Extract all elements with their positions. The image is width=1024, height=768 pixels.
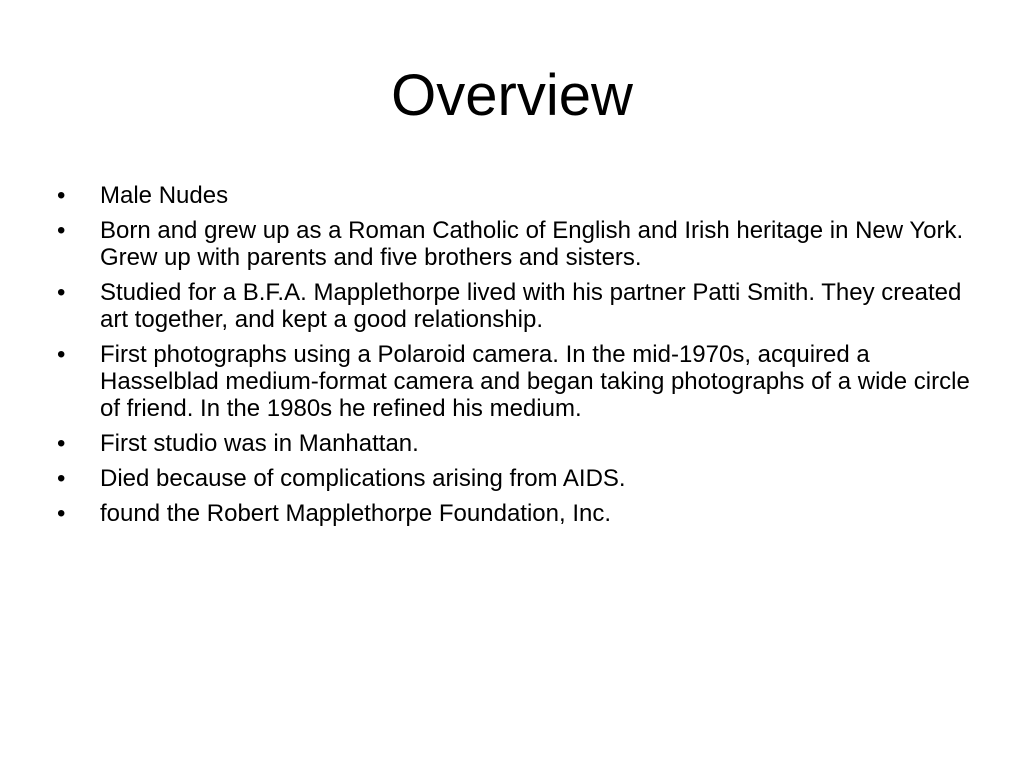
bullet-text: Studied for a B.F.A. Mapplethorpe lived with his partner Patti Smith. They created art together, and kept a good relationship. xyxy=(100,279,962,333)
bullet-icon: • xyxy=(57,182,66,209)
bullet-icon: • xyxy=(57,500,66,527)
bullet-list xyxy=(55,182,975,535)
bullet-text: First photographs using a Polaroid camera. In the mid-1970s, acquired a Hasselblad medium-format camera and began taking photographs of a wide circle of friend. In the 1980s he refined his medium. xyxy=(100,341,970,422)
bullet-icon: • xyxy=(57,430,66,457)
bullet-icon: • xyxy=(57,465,66,492)
bullet-item xyxy=(55,500,975,527)
bullet-icon: • xyxy=(57,217,66,244)
slide-title: Overview xyxy=(391,63,633,128)
bullet-item xyxy=(55,430,975,457)
bullet-text: Male Nudes xyxy=(100,182,229,209)
bullet-item xyxy=(55,217,975,271)
bullet-item xyxy=(55,279,975,333)
bullet-item xyxy=(55,341,975,422)
bullet-icon: • xyxy=(57,341,66,368)
bullet-text: Born and grew up as a Roman Catholic of English and Irish heritage in New York. Grew up with parents and five brothers and sisters. xyxy=(100,217,964,271)
bullet-icon: • xyxy=(57,279,66,306)
bullet-item xyxy=(55,465,975,492)
bullet-item xyxy=(55,182,975,209)
bullet-text: Died because of complications arising from AIDS. xyxy=(100,465,626,492)
bullet-text: found the Robert Mapplethorpe Foundation, Inc. xyxy=(100,500,612,527)
bullet-text: First studio was in Manhattan. xyxy=(100,430,419,457)
